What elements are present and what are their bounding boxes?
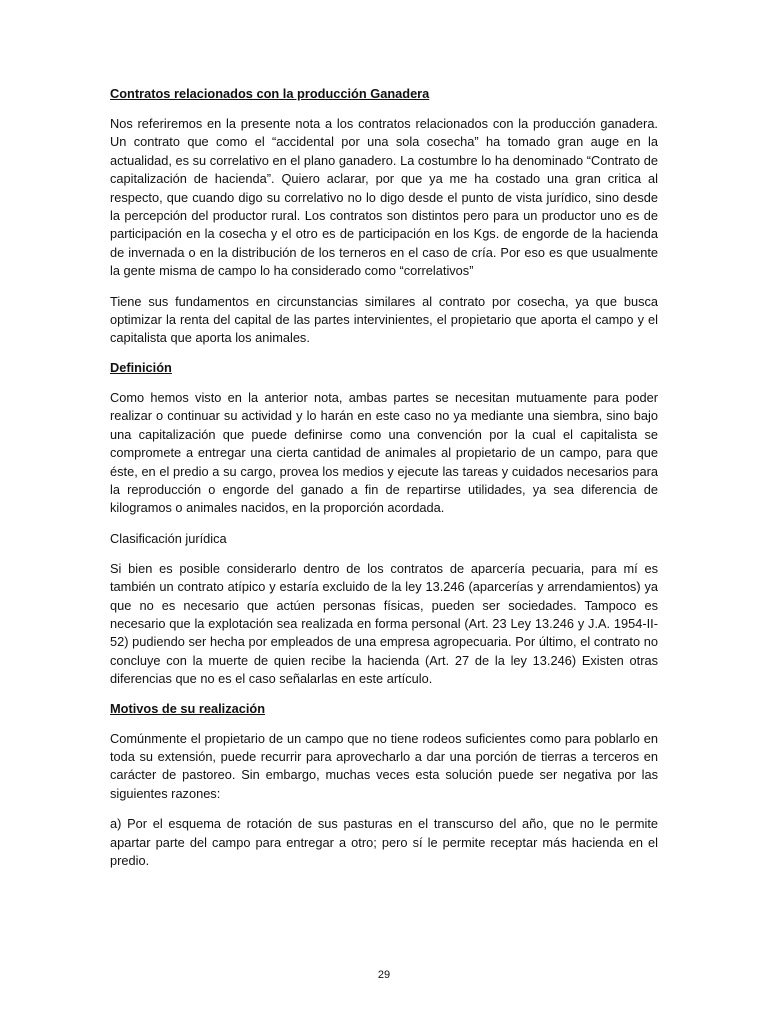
paragraph-fundamentos: Tiene sus fundamentos en circunstancias similares al contrato por cosecha, ya que busca optimizar la renta del capital de las partes intervinientes, el propietario que aporta el campo y el capitalista que aporta los animales. [110, 293, 658, 346]
page-number: 29 [377, 969, 391, 981]
document-page [110, 86, 658, 882]
paragraph-clasificacion: Si bien es posible considerarlo dentro de los contratos de aparcería pecuaria, para mí es también un contrato atípico y estaría excluido de la ley 13.246 (aparcerías y arrendamientos) ya que no es necesario que actúen personas físicas, pueden ser sociedades. Tampoco es necesario que la explotación sea realizada en forma personal (Art. 23 Ley 13.246 y J.A. 1954-II-52) pudiendo ser hecha por empleados de una empresa agropecuaria. Por último, el contrato no concluye con la muerte de quien recibe la hacienda (Art. 27 de la ley 13.246) Existen otras diferencias que no es el caso señalarlas en este artículo. [110, 560, 658, 687]
subheading-clasificacion: Clasificación jurídica [110, 530, 227, 546]
paragraph-razon-a: a) Por el esquema de rotación de sus pasturas en el transcurso del año, que no le permite apartar parte del campo para entregar a otro; pero sí le permite receptar más hacienda en el predio. [110, 816, 658, 868]
paragraph-definicion: Como hemos visto en la anterior nota, ambas partes se necesitan mutuamente para poder realizar o continuar su actividad y lo harán en este caso no ya mediante una siembra, sino bajo una capitalización que puede definirse como una convención por la cual el capitalista se compromete a entregar una cierta cantidad de animales al propietario de un campo, para que éste, en el predio a su cargo, provea los medios y ejecute las tareas y cuidados necesarios para la reproducción o engorde del ganado a fin de repartirse utilidades, ya sea diferencia de kilogramos o animales nacidos, en la proporción acordada. [110, 389, 658, 516]
section-heading-ganadera: Contratos relacionados con la producción Ganadera [110, 86, 430, 101]
section-heading-motivos: Motivos de su realización [110, 700, 266, 716]
paragraph-intro: Nos referiremos en la presente nota a los contratos relacionados con la producción ganadera. Un contrato que como el “accidental por una sola cosecha” ha tomado gran auge en la actualidad, es su correlativo en el plano ganadero. La costumbre lo ha denominado “Contrato de capitalización de hacienda”. Quiero aclarar, por que ya me ha costado una gran critica al respecto, que cuando digo su correlativo no lo digo desde el punto de vista jurídico, sino desde la percepción del productor rural. Los contratos son distintos pero para un productor uno es de participación en la cosecha y el otro es de participación en los Kgs. de engorde de la hacienda de invernada o en la distribución de los terneros en el caso de cría. Por eso es que usualmente la gente misma de campo lo ha considerado como “correlativos” [110, 116, 658, 279]
paragraph-motivos: Comúnmente el propietario de un campo que no tiene rodeos suficientes como para poblarlo en toda su extensión, puede recurrir para aprovecharlo a dar una porción de tierras a terceros en carácter de pastoreo. Sin embargo, muchas veces esta solución puede ser negativa por las siguientes razones: [110, 730, 658, 801]
section-heading-definicion: Definición [110, 359, 172, 375]
